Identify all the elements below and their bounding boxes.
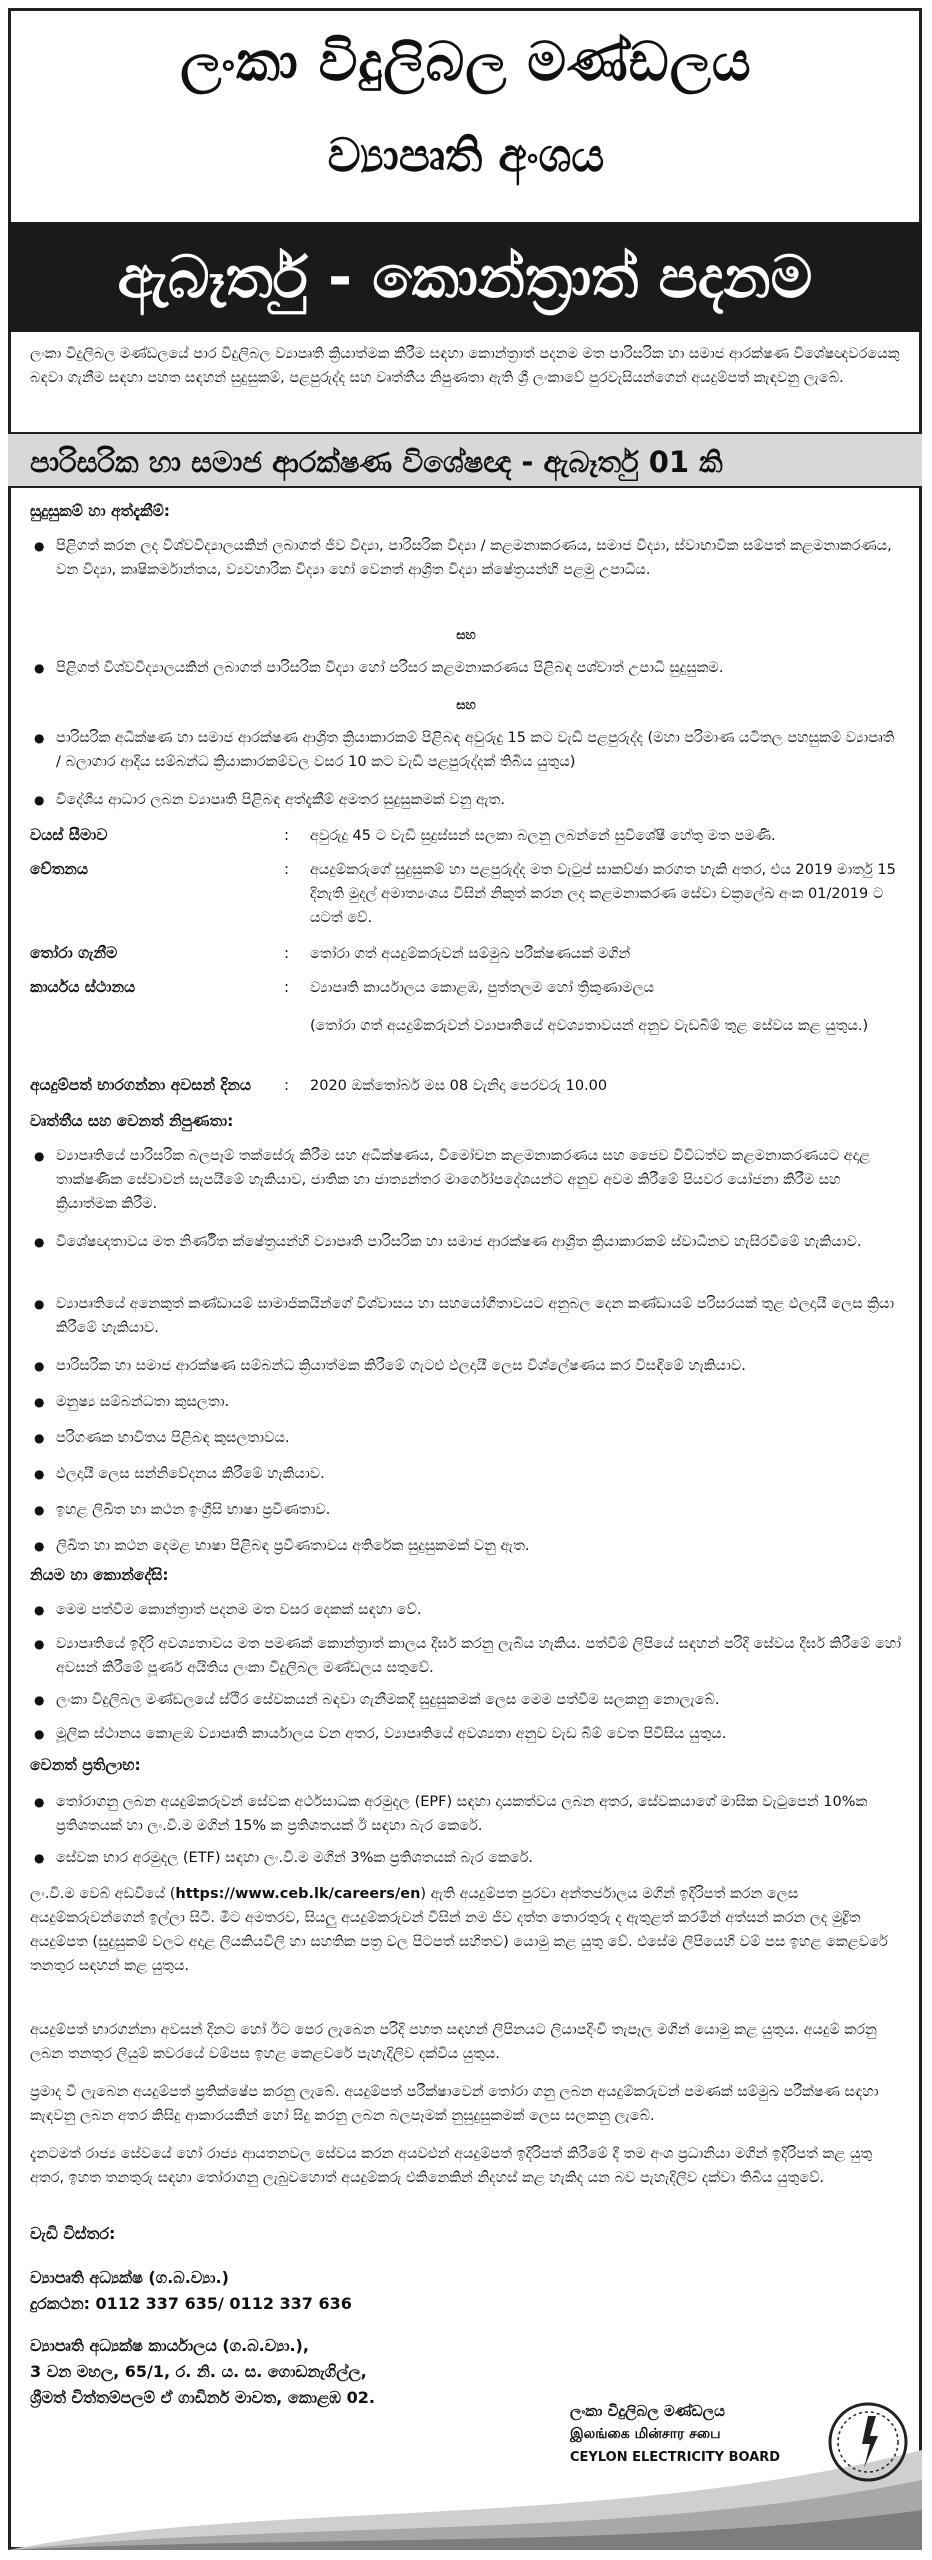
skill-item: ● විශේෂඥතාවය මත නිර්ණීත ක්ෂේත්‍රයන්හි ව්‍යාපෘති පාරිසරික හා සමාජ ආරක්ෂණ ආශ්‍රිත ක්‍රියාකාරකම් ස්වාධීනව හැසිරවීමේ හැකියාව.	[56, 1230, 902, 1254]
contact-phone: දුරකථන: 0112 337 635/ 0112 337 636	[30, 2294, 352, 2313]
apply-paragraph-1: ලං.වි.ම වෙබ් අඩවියේ (https://www.ceb.lk/careers/en) ඇති අයදුම්පත පුරවා අන්තර්ජාලය මගින් ඉදිරිපත් කරන ලෙස අයදුම්කරුවන්ගෙන් ඉල්ලා සිටී. මීට අමතරව, සියලු අයදුම්කරුවන් විසින් නම ජීව දත්ත තොරතුරු ද ඇතුළත් කරමින් අත්සන් කරන ලද මුද්‍රිත අයදුම්පත (සුදුසුකම් වලට අදාළ ලියකියවිලි හා සහතික පත්‍ර වල පිටපත් සහිතව) යොමු කළ යුතු වේ. එසේම ලිපියෙහි වම් පස ඉහළ කෙළවරේ තනතුර සඳහන් කළ යුතුය.	[30, 1886, 888, 1974]
term-item: ● ලංකා විදුලිබල මණ්ඩලයේ ස්ථිර සේවකයන් බඳවා ගැනීමකදී සුදුසුකමක් ලෙස මෙම පත්වීම සලකනු නොලැබේ.	[56, 1688, 902, 1712]
logo-tamil: இலங்கை மின்சார சபை	[570, 2426, 721, 2442]
skill-item: ● මනුෂ්‍ය සම්බන්ධතා කුසලතා.	[56, 1390, 902, 1414]
closing-date-value: 2020 ඔක්තෝබර් මස 08 වැනිදා පෙරවරු 10.00	[310, 1078, 608, 1094]
qualification-item: ● පිළිගත් විශ්වවිද්‍යාලයකින් ලබාගත් පාරිසරික විද්‍යා හෝ පරිසර කළමනාකරණය පිළිබඳ පශ්චාත් උපාධි සුදුසුකම.	[56, 656, 902, 680]
skill-item: ● ව්‍යාපෘතියේ අනෙකුත් කණ්ඩායම් සාමාජිකයින්ගේ විශ්වාසය හා සහයෝගීතාවයට අනුබල දෙන කණ්ඩායම් පරිසරයක් තුළ ඵලදායී ලෙස ක්‍රියා කිරීමේ හැකියාව.	[56, 1292, 902, 1340]
skills-heading: වෘත්තීය සහ වෙනත් නිපුණතා:	[30, 1112, 234, 1130]
division-name: ව්‍යාපෘති අංශය	[327, 128, 605, 182]
contact-title: ව්‍යාපෘති අධ්‍යක්ෂ (ග.බ.ව්‍යා.)	[30, 2268, 229, 2287]
detail-label-station: කාර්යය ස්ථානය	[30, 978, 136, 996]
apply-paragraph-4: දැනටමත් රාජ්‍ය සේවයේ හෝ රාජ්‍ය ආයතනවල සේවය කරන අයවළුන් අයදුම්පත් ඉදිරිපත් කිරීමේ දී තම අංශ ප්‍රධානියා මගින් ඉදිරිපත් කළ යුතු අතර, ඉහත තනතුරු සඳහා තෝරාගනු ලැබුවහොත් අයදුම්කරු එකිනෙකින් නිදහස් කළ හැකිද යන බව පැහැදිලිව දක්වා තිබිය යුතුවේ.	[30, 2146, 873, 2186]
term-item: ● ව්‍යාපෘතියේ ඉදිරි අවශ්‍යතාවය මත පමණක් කොන්ත්‍රාත් කාලය දීර්ඝ කරනු ලැබිය හැකිය. පත්වීම් ලිපියේ සඳහන් පරිදි සේවය දීර්ඝ කිරීමේ හෝ අවසන් කිරීමේ පූර්ණ අයිතිය ලංකා විදුලිබල මණ්ඩලය සතුවේ.	[56, 1632, 902, 1680]
term-item: ● මූලික ස්ථානය කොළඹ ව්‍යාපෘති කාර්යාලය වන අතර, ව්‍යාපෘතියේ අවශ්‍යතා අනුව වැඩ බිම් වෙත පිවිසිය යුතුය.	[56, 1722, 902, 1746]
contact-address-line: 3 වන මහල, 65/1, ර. නි. ය. ස. ගොඩනැගිල්ල,	[30, 2362, 367, 2381]
skill-item: ● ලිඛිත හා කථන දෙමළ භාෂා පිළිබඳ ප්‍රවීණතාවය අතිරේක සුදුසුකමක් වනු ඇත.	[56, 1534, 902, 1558]
org-name: ලංකා විදුලිබල මණ්ඩලය	[180, 30, 752, 93]
skill-item: ● පරිගණක භාවිතය පිළිබඳ කුසලතාවය.	[56, 1426, 902, 1450]
detail-label-age: වයස් සීමාව	[30, 826, 108, 844]
benefit-item: ● සේවක භාර අරමුදල (ETF) සඳහා ලං.වි.ම මගින් 3%ක ප්‍රතිශතයක් බැර කෙරේ.	[56, 1846, 902, 1870]
detail-value-selection: තෝරා ගත් අයදුම්කරුවන් සම්මුඛ පරීක්ෂණයක් මගින්	[310, 946, 631, 962]
skill-item: ● පාරිසරික හා සමාජ ආරක්ෂණ සම්බන්ධ ක්‍රියාත්මක කිරීමේ ගැටළු ඵලදායී ලෙස විශ්ලේෂණය කර විසඳීමේ හැකියාව.	[56, 1354, 902, 1378]
careers-link[interactable]: https://www.ceb.lk/careers/en	[175, 1886, 421, 1902]
contact-heading: වැඩි විස්තර:	[30, 2224, 116, 2243]
qualification-item: ● විදේශීය ආධාර ලබන ව්‍යාපෘති පිළිබඳ අත්දැකීම් අමතර සුදුසුකමක් වනු ඇත.	[56, 788, 902, 812]
benefit-item: ● තෝරාගනු ලබන අයදුම්කරුවන් සේවක අර්ථසාධක අරමුදල (EPF) සඳහා දායකත්වය ලබන අතර, සේවකයාගේ මාසික වැටුපෙන් 10%ක ප්‍රතිශතයක් හා ලං.වි.ම මගින් 15% ක ප්‍රතිශතයක් ඊ සඳහා බැර කෙරේ.	[56, 1790, 902, 1838]
and-separator: සහ	[456, 628, 476, 643]
logo-sinhala: ලංකා විදුලිබල මණ්ඩලය	[570, 2402, 725, 2420]
ceb-emblem-icon	[826, 2400, 910, 2484]
detail-note-station: (තෝරා ගත් අයදුම්කරුවන් ව්‍යාපෘතියේ අවශ්‍යතාවයන් අනුව වැඩබිම් තුළ සේවය කළ යුතුය.)	[310, 1018, 869, 1034]
detail-value-station: ව්‍යාපෘති කාර්යාලය කොළඹ, පුත්තලම හෝ ත්‍රිකුණාමලය	[310, 980, 655, 996]
contact-address-line: ව්‍යාපෘති අධ්‍යක්ෂ කාර්යාලය (ග.බ.ව්‍යා.),	[30, 2336, 309, 2355]
skill-item: ● ඵලදායී ලෙස සන්නිවේදනය කිරීමේ හැකියාව.	[56, 1462, 902, 1486]
qualification-item: ● පාරිසරික අධීක්ෂණ හා සමාජ ආරක්ෂණ ආශ්‍රිත ක්‍රියාකාරකම් පිළිබඳ අවුරුදු 15 කට වැඩි පළපුරුද්ද (මහා පරිමාණ යටිතල පහසුකම් ව්‍යාපෘති / බලාගාර ආදිය සම්බන්ධ ක්‍රියාකාරකම්වල වසර 10 කට වැඩි පළපුරුද්දක් තිබිය යුතුය)	[56, 726, 902, 774]
contact-address-line: ශ්‍රීමත් චිත්තම්පලම් ඒ ගාඩිනර් මාවත, කොළඹ 02.	[30, 2388, 375, 2407]
detail-value-salary: අයදුම්කරුගේ සුදුසුකම් හා පළපුරුද්ද මත වැටුප් සාකච්ඡා කරගත හැකි අතර, එය 2019 මාර්තු 15 දිනැති මුදල් අමාත්‍යංශය විසින් නිකුත් කරන ලද කළමනාකරණ සේවා චක්‍රලේඛ අංක 01/2019 ට යටත් වේ.	[310, 862, 896, 926]
terms-heading: නියම හා කොන්දේසි:	[30, 1566, 169, 1584]
detail-label-salary: වේතනය	[30, 860, 89, 878]
benefits-heading: වෙනත් ප්‍රතිලාභ:	[30, 1756, 141, 1774]
position-title: පාරිසරික හා සමාජ ආරක්ෂණ විශේෂඥ - ඇබෑර්තු 01 කි	[8, 432, 922, 488]
detail-value-age: අවුරුදු 45 ට වැඩි සුදුස්සන් සලකා බලනු ලබන්නේ සුවිශේෂී හේතු මත පමණි.	[310, 828, 776, 844]
qualifications-heading: සුදුසුකම් හා අත්දැකීම්:	[30, 502, 170, 520]
detail-label-selection: තෝරා ගැනීම	[30, 944, 118, 962]
logo-english: CEYLON ELECTRICITY BOARD	[570, 2450, 781, 2465]
apply-paragraph-3: ප්‍රමාද වී ලැබෙන අයදුම්පත් ප්‍රතික්ෂේප කරනු ලැබේ. අයදුම්පත් පරීක්ෂාවෙන් තෝරා ගනු ලබන අයදුම්කරුවන් පමණක් සම්මුඛ පරීක්ෂණ සඳහා කැඳවනු ලබන අතර කිසිදු ආකාරයකින් හෝ සිදු කරනු ලබන බලපෑමක් නුසුදුසුකමක් ලෙස සලකනු ලැබේ.	[30, 2084, 879, 2124]
closing-date-label: අයදුම්පත් භාරගන්නා අවසන් දිනය	[30, 1076, 252, 1094]
skill-item: ● ව්‍යාපෘතියේ පාරිසරික බලපෑම් තක්සේරු කිරීම සහ අධීක්ෂණය, විමෝචන කළමනාකරණය සහ ජෛව විවිධත්ව කළමනාකරණයට අදාළ තාක්ෂණික සේවාවන් සැපයීමේ හැකියාව, ජාතික හා ජාත්‍යන්තර මාර්ගෝපදේශයන්ට අනුව අවම කිරීමේ පියවර යෝජනා කිරීම සහ ක්‍රියාත්මක කිරීම.	[56, 1144, 902, 1216]
qualification-item: ● පිළිගත් කරන ලද විශ්වවිද්‍යාලයකින් ලබාගත් ජීව විද්‍යා, පාරිසරික විද්‍යා / කළමනාකරණය, සමාජ විද්‍යා, ස්වාභාවික සම්පත් කළමනාකරණය, වන විද්‍යා, කෘෂිකර්මාන්තය, ව්‍යවහාරික විද්‍යා හෝ වෙනත් ආශ්‍රිත විද්‍යා ක්ෂේත්‍රයන්හි පළමු උපාධිය.	[56, 534, 902, 582]
skill-item: ● ඉහළ ලිඛිත හා කථන ඉංග්‍රීසි භාෂා ප්‍රවීණතාව.	[56, 1498, 902, 1522]
vacancy-banner: ඇබෑර්තු - කොන්ත්‍රාත් පදනම	[8, 222, 922, 332]
term-item: ● මෙම පත්වීම කොන්ත්‍රාත් පදනම මත වසර දෙකක් සඳහා වේ.	[56, 1598, 902, 1622]
apply-paragraph-2: අයදුම්පත් භාරගන්නා අවසන් දිනට හෝ ඊට පෙර ලැබෙන පරිදි පහත සඳහන් ලිපිනයට ලියාපදිංචි තැපෑල මගින් යොමු කළ යුතුය. අයදුම් කරනු ලබන තනතුර ලියුම් කවරයේ වම්පස ඉහළ කෙළවරේ පැහැදිලිව දක්විය යුතුය.	[30, 2022, 877, 2062]
intro-text: ලංකා විදුලිබල මණ්ඩලයේ පාර විදුලිබල ව්‍යාපෘති ක්‍රියාත්මක කිරීම සඳහා කොන්ත්‍රාත් පදනම මත පාරිසරික හා සමාජ ආරක්ෂණ විශේෂඥවරයෙකු බඳවා ගැනීම සඳහා පහත සඳහන් සුදුසුකම්, පළපුරුද්ද සහ වෘත්තීය නිපුණතා ඇති ශ්‍රී ලංකාවේ පුරවැසියන්ගෙන් අයදුම්පත් කැඳවනු ලැබේ.	[30, 346, 900, 386]
and-separator: සහ	[456, 698, 476, 713]
